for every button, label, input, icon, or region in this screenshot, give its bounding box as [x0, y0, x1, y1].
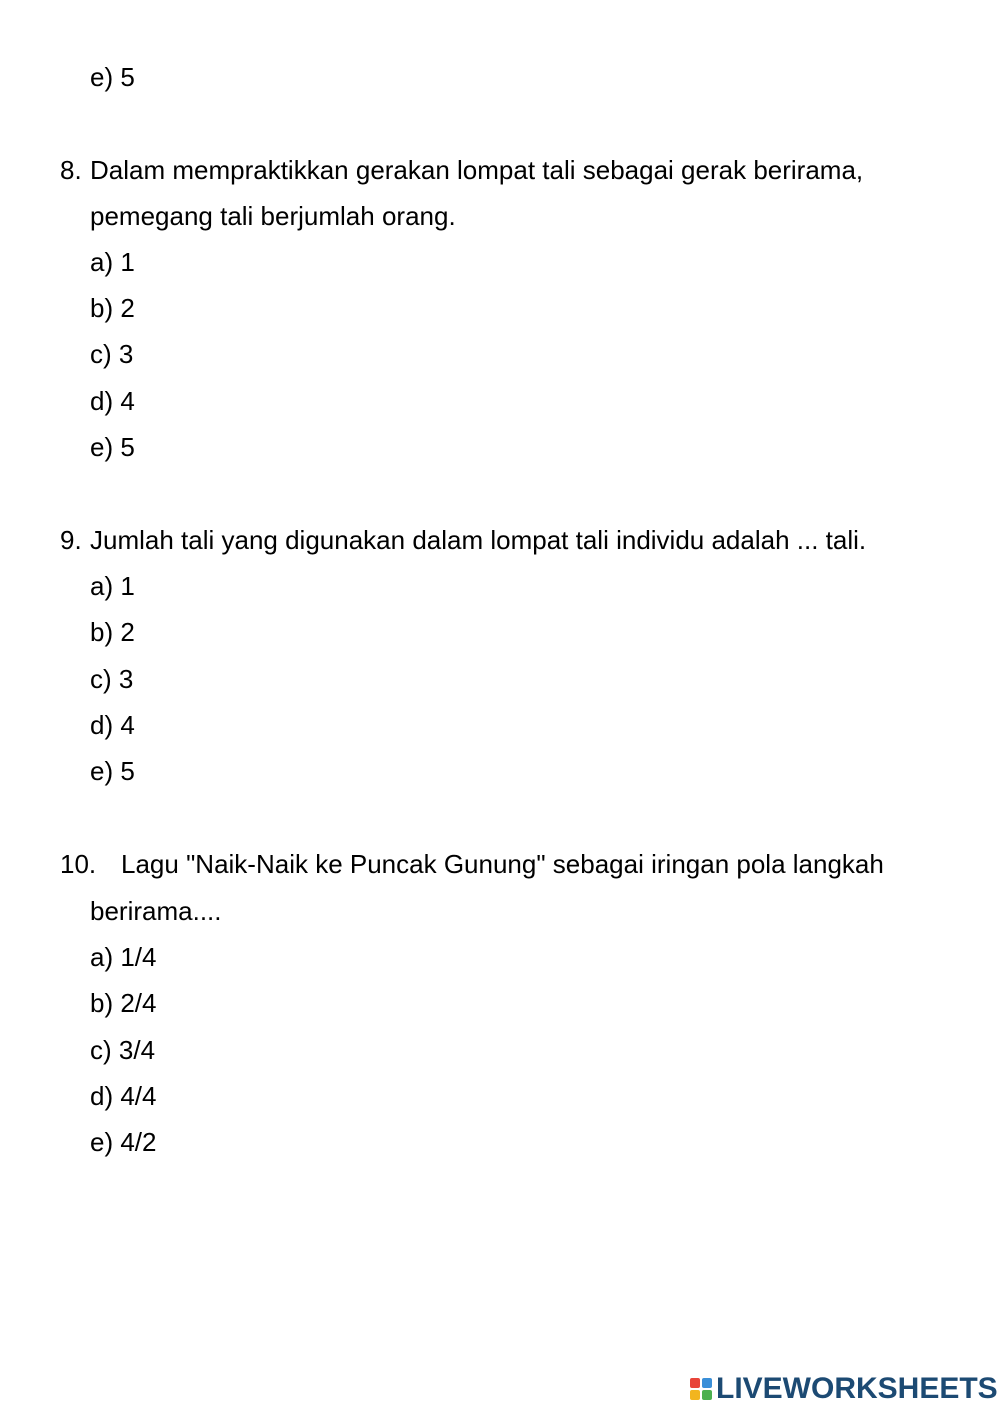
question-9-text-line-1: Jumlah tali yang digunakan dalam lompat tali individu adalah ... tali.	[90, 525, 867, 555]
question-8-text-line-1: Dalam mempraktikkan gerakan lompat tali sebagai gerak berirama,	[90, 155, 864, 185]
question-10-number: 10.	[60, 849, 97, 879]
question-10-text-line-2: berirama....	[90, 896, 222, 926]
question-9-option-b[interactable]: b) 2	[90, 617, 135, 647]
liveworksheets-brand[interactable]	[690, 1372, 998, 1406]
question-8-text-line-2: pemegang tali berjumlah orang.	[90, 201, 456, 231]
question-9-option-c[interactable]: c) 3	[90, 664, 134, 694]
question-9-number: 9.	[60, 525, 82, 555]
question-8-option-b[interactable]: b) 2	[90, 293, 135, 323]
brand-name: LIVEWORKSHEETS	[716, 1372, 998, 1405]
question-10-option-c[interactable]: c) 3/4	[90, 1035, 156, 1065]
question-9-option-e[interactable]: e) 5	[90, 756, 135, 786]
question-8-number: 8.	[60, 155, 82, 185]
logo-square	[702, 1390, 712, 1400]
liveworksheets-logo-icon	[690, 1378, 712, 1400]
question-10-option-d[interactable]: d) 4/4	[90, 1081, 157, 1111]
logo-square	[702, 1378, 712, 1388]
logo-square	[690, 1390, 700, 1400]
question-10-option-a[interactable]: a) 1/4	[90, 942, 157, 972]
question-8-option-e[interactable]: e) 5	[90, 432, 135, 462]
question-9-option-a[interactable]: a) 1	[90, 571, 135, 601]
question-9-option-d[interactable]: d) 4	[90, 710, 135, 740]
question-8-option-a[interactable]: a) 1	[90, 247, 135, 277]
question-10-option-e[interactable]: e) 4/2	[90, 1127, 157, 1157]
question-10-text-line-1: Lagu "Naik-Naik ke Puncak Gunung" sebagai iringan pola langkah	[121, 849, 884, 879]
prev-question-option-e: e) 5	[90, 62, 135, 92]
logo-square	[690, 1378, 700, 1388]
question-8-option-d[interactable]: d) 4	[90, 386, 135, 416]
question-8-option-c[interactable]: c) 3	[90, 339, 134, 369]
question-10-option-b[interactable]: b) 2/4	[90, 988, 157, 1018]
